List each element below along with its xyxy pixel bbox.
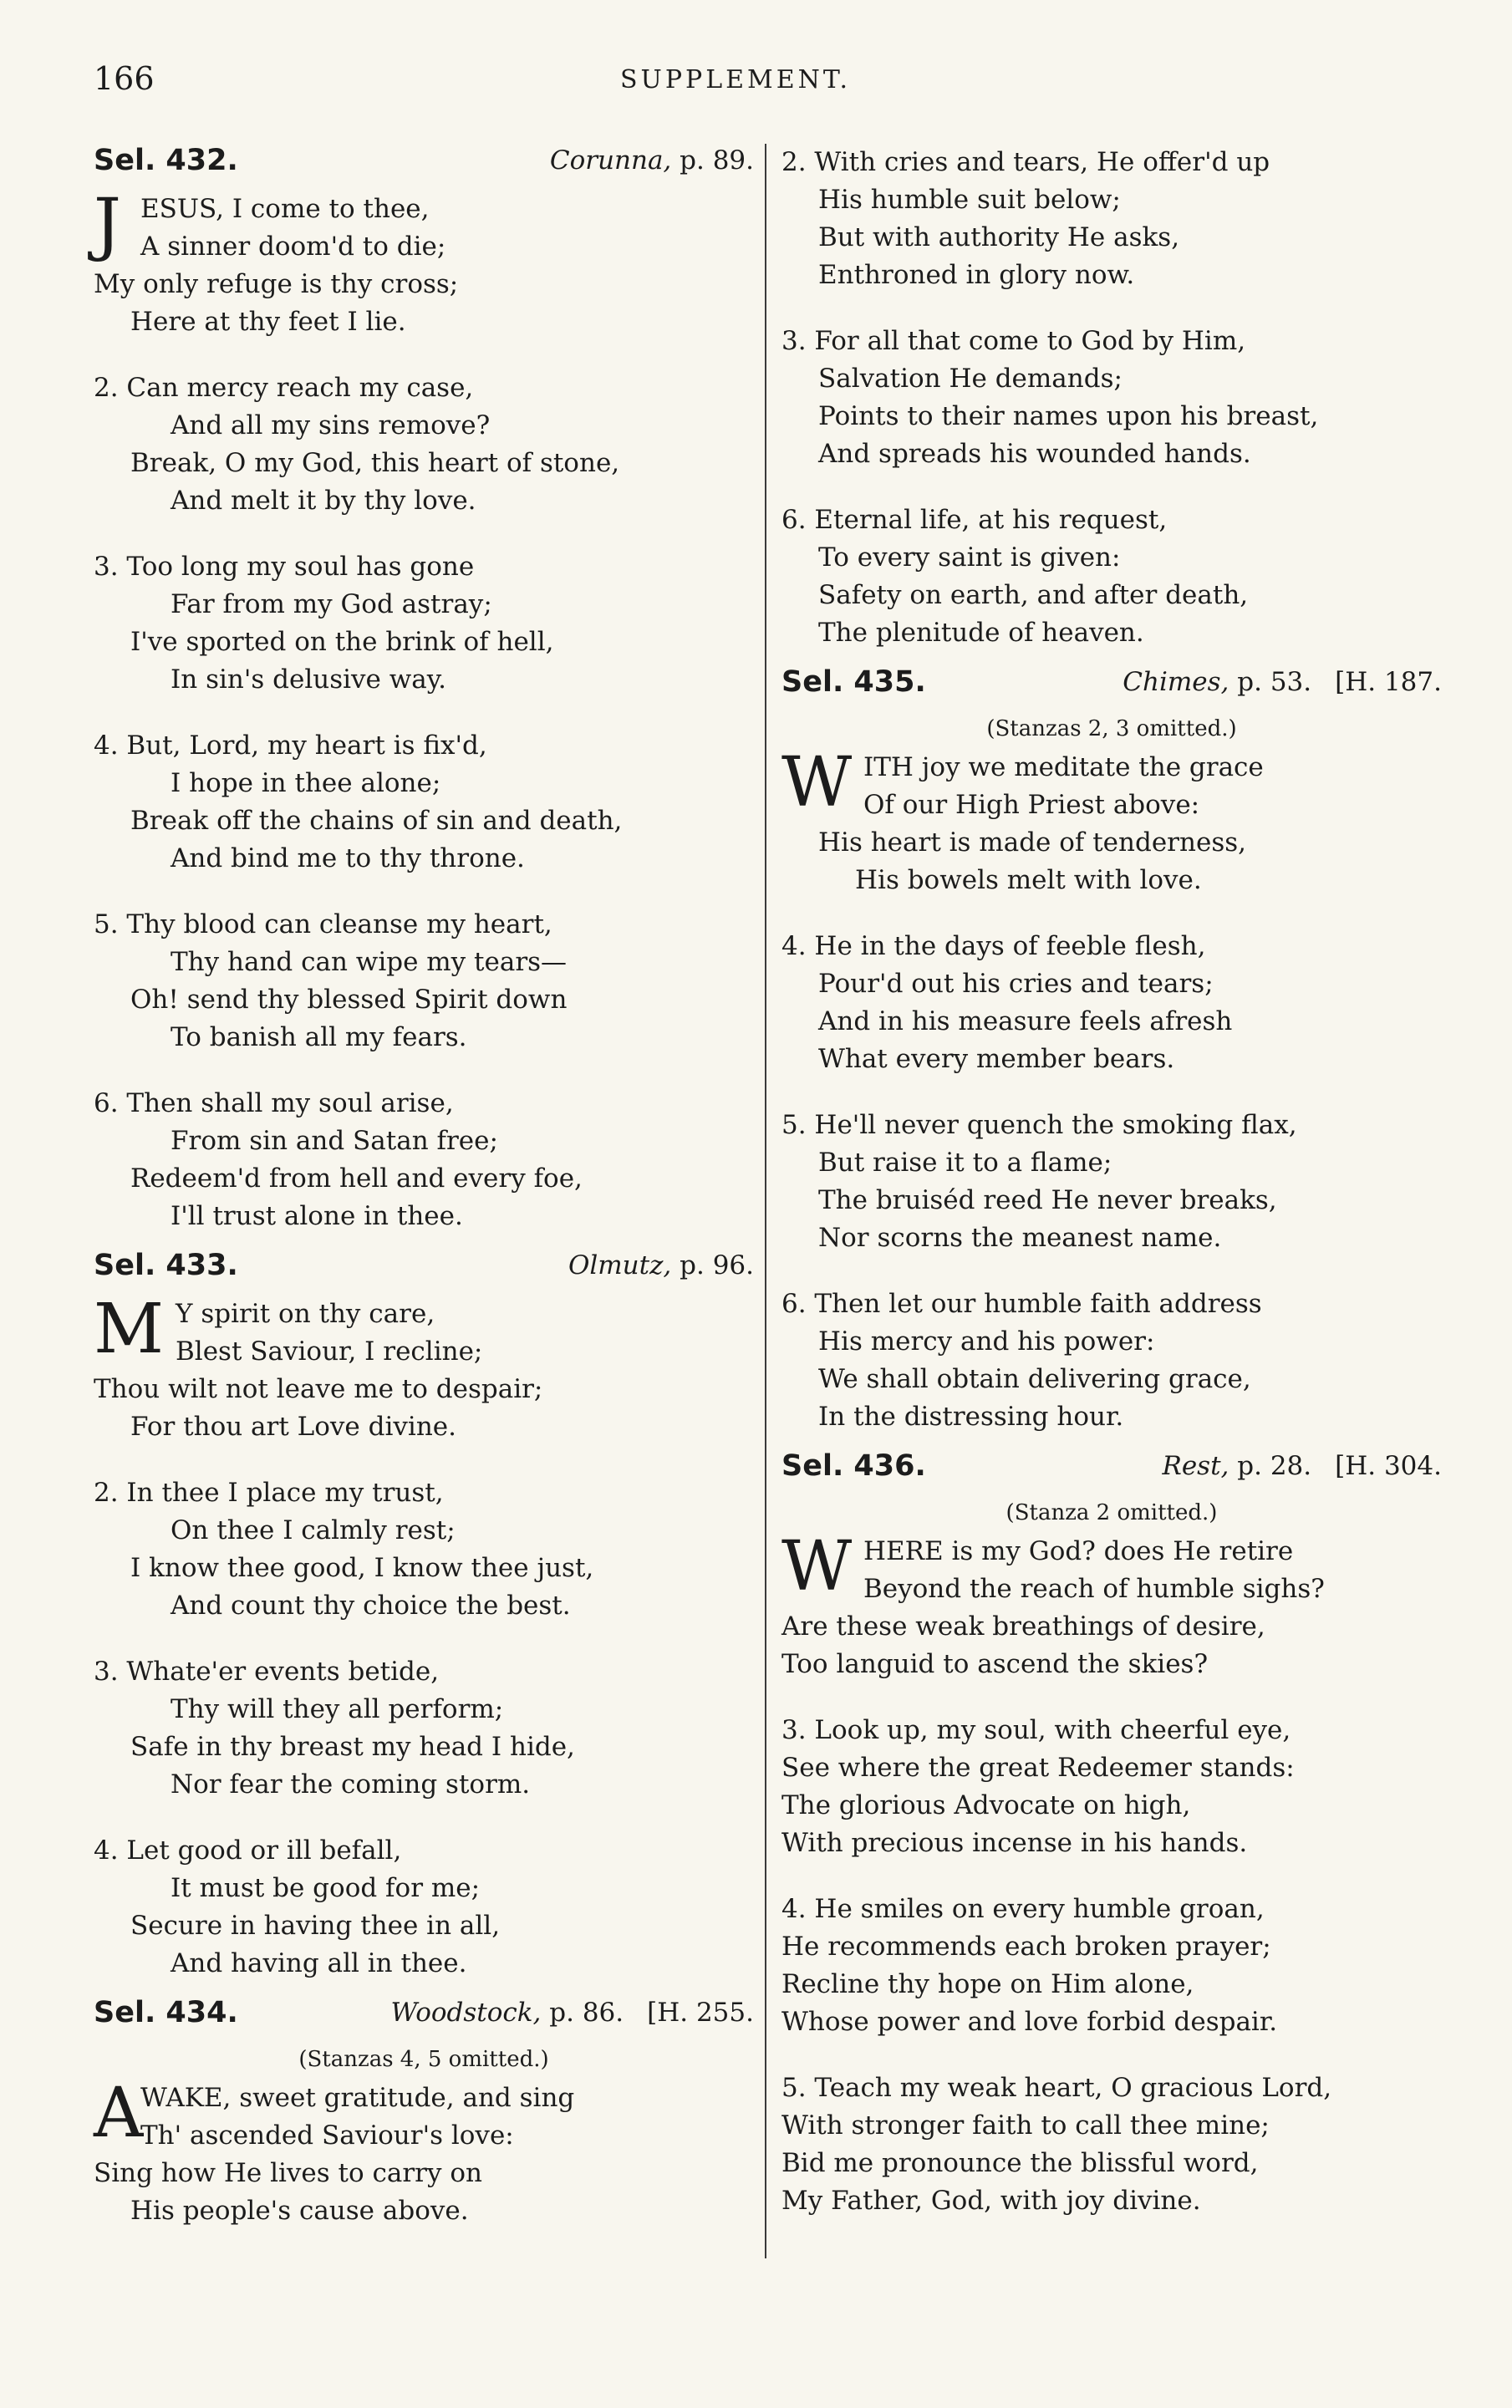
- verse-line: I'll trust alone in thee.: [171, 1201, 463, 1231]
- verse-line: Nor scorns the meanest name.: [818, 1223, 1222, 1253]
- verse-line: Of our High Priest above:: [863, 790, 1200, 820]
- verse-line: Blest Saviour, I recline;: [176, 1336, 483, 1367]
- verse-line: 4. But, Lord, my heart is fix'd,: [94, 731, 487, 761]
- stanza-5: [781, 1107, 1442, 1257]
- verse-line: 5. Thy blood can cleanse my heart,: [94, 909, 552, 939]
- tune-page: p. 86.: [549, 1998, 624, 2028]
- hymn-435: [781, 665, 1442, 1436]
- verse-line: See where the great Redeemer stands:: [781, 1753, 1295, 1783]
- verse-line: His bowels melt with love.: [855, 865, 1202, 895]
- verse-line: And in his measure feels afresh: [818, 1006, 1233, 1036]
- drop-cap: A: [94, 2074, 144, 2153]
- verse-line: With stronger faith to call thee mine;: [781, 2110, 1270, 2141]
- tune-name: Chimes,: [1123, 667, 1229, 697]
- verse-line: Safety on earth, and after death,: [818, 580, 1249, 610]
- verse-line: HERE is my God? does He retire: [863, 1536, 1294, 1566]
- verse-line: With precious incense in his hands.: [781, 1828, 1248, 1858]
- verse-line: 5. Teach my weak heart, O gracious Lord,: [781, 2073, 1332, 2103]
- verse-line: Y spirit on thy care,: [176, 1299, 435, 1329]
- tune-name: Woodstock,: [390, 1998, 542, 2028]
- stanza-6: [781, 501, 1442, 652]
- hymn-heading: [94, 1996, 754, 2043]
- hymn-number: Sel. 436.: [781, 1449, 926, 1483]
- hymn-number: Sel. 435.: [781, 665, 926, 699]
- verse-line: 6. Then shall my soul arise,: [94, 1088, 454, 1118]
- verse-line: On thee I calmly rest;: [171, 1515, 456, 1545]
- verse-line: ESUS, I come to thee,: [140, 194, 430, 224]
- verse-line: His people's cause above.: [130, 2196, 469, 2226]
- verse-line: To every saint is given:: [818, 542, 1121, 573]
- hymn-number: Sel. 433.: [94, 1249, 238, 1282]
- verse-line: Nor fear the coming storm.: [171, 1769, 531, 1800]
- verse-line: Enthroned in glory now.: [818, 260, 1135, 290]
- verse-line: Redeem'd from hell and every foe,: [130, 1163, 583, 1194]
- hymn-434: [94, 1996, 754, 2230]
- verse-line: Whose power and love forbid despair.: [781, 2007, 1278, 2037]
- verse-line: 4. He in the days of feeble flesh,: [781, 931, 1206, 961]
- stanza-1: [94, 1290, 754, 1446]
- verse-line: To banish all my fears.: [171, 1022, 467, 1052]
- verse-line: Bid me pronounce the blissful word,: [781, 2148, 1259, 2178]
- tune-page: p. 28.: [1237, 1451, 1312, 1481]
- hymn-436: [781, 1449, 1442, 2220]
- verse-line: 2. With cries and tears, He offer'd up: [781, 147, 1270, 177]
- running-head: SUPPLEMENT.: [620, 65, 852, 94]
- verse-line: What every member bears.: [818, 1044, 1175, 1074]
- drop-cap: M: [94, 1290, 164, 1369]
- column-divider: [765, 144, 766, 2258]
- verse-line: The glorious Advocate on high,: [781, 1790, 1191, 1820]
- stanza-2: [94, 369, 754, 520]
- verse-line: And count thy choice the best.: [171, 1591, 571, 1621]
- verse-line: Th' ascended Saviour's love:: [140, 2120, 514, 2151]
- stanza-6: [94, 1085, 754, 1235]
- verse-line: Beyond the reach of humble sighs?: [863, 1574, 1325, 1604]
- hymn-433: [94, 1249, 754, 1983]
- drop-cap: W: [781, 1527, 853, 1606]
- verse-line: And all my sins remove?: [171, 410, 491, 440]
- verse-line: It must be good for me;: [171, 1873, 481, 1903]
- verse-line: 3. Look up, my soul, with cheerful eye,: [781, 1715, 1291, 1745]
- verse-line: Are these weak breathings of desire,: [781, 1611, 1265, 1642]
- verse-line: Far from my God astray;: [171, 589, 492, 619]
- stanza-3: [94, 548, 754, 699]
- verse-line: The bruiséd reed He never breaks,: [818, 1185, 1277, 1215]
- verse-line: Salvation He demands;: [818, 364, 1123, 394]
- stanza-4: [94, 727, 754, 878]
- omission-note: (Stanza 2 omitted.): [1005, 1500, 1218, 1525]
- omission-note: (Stanzas 4, 5 omitted.): [298, 2047, 549, 2072]
- left-column: [94, 144, 754, 2258]
- verse-line: Thy hand can wipe my tears—: [171, 947, 568, 977]
- verse-line: Break off the chains of sin and death,: [130, 806, 623, 836]
- hymnal-reference: [H. 255.: [647, 1998, 754, 2028]
- tune-reference: [390, 1998, 754, 2028]
- verse-line: I've sported on the brink of hell,: [130, 627, 554, 657]
- stanza-2: [94, 1474, 754, 1625]
- stanza-1: [94, 185, 754, 341]
- verse-line: Here at thy feet I lie.: [130, 307, 406, 337]
- verse-line: Oh! send thy blessed Spirit down: [130, 985, 568, 1015]
- stanza-4: [781, 928, 1442, 1078]
- verse-line: Recline thy hope on Him alone,: [781, 1969, 1194, 1999]
- verse-line: 3. For all that come to God by Him,: [781, 326, 1246, 356]
- verse-line: 4. He smiles on every humble groan,: [781, 1894, 1265, 1924]
- verse-line: I know thee good, I know thee just,: [130, 1553, 594, 1583]
- tune-page: p. 96.: [680, 1250, 754, 1280]
- stanza-1: [94, 2074, 754, 2230]
- verse-line: I hope in thee alone;: [171, 768, 441, 798]
- verse-line: His humble suit below;: [818, 185, 1121, 215]
- stanza-1: [781, 1527, 1442, 1683]
- hymn-heading: [94, 144, 754, 191]
- hymnal-reference: [H. 187.: [1335, 667, 1442, 697]
- stanza-3: [781, 1712, 1442, 1862]
- verse-line: But raise it to a flame;: [818, 1148, 1112, 1178]
- verse-line: Secure in having thee in all,: [130, 1911, 501, 1941]
- verse-line: And spreads his wounded hands.: [818, 439, 1251, 469]
- stanza-5: [781, 2069, 1442, 2220]
- verse-line: My Father, God, with joy divine.: [781, 2186, 1201, 2216]
- verse-line: WAKE, sweet gratitude, and sing: [140, 2083, 575, 2113]
- verse-line: 2. In thee I place my trust,: [94, 1478, 444, 1508]
- stanza-3: [94, 1653, 754, 1804]
- verse-line: From sin and Satan free;: [171, 1126, 498, 1156]
- stanza-1: [781, 743, 1442, 899]
- stanza-4: [781, 1891, 1442, 2041]
- verse-line: But with authority He asks,: [818, 222, 1180, 252]
- verse-line: Thou wilt not leave me to despair;: [94, 1374, 543, 1404]
- tune-name: Olmutz,: [568, 1250, 672, 1280]
- tune-name: Corunna,: [549, 145, 672, 176]
- hymn-heading: [781, 665, 1442, 712]
- verse-line: 6. Eternal life, at his request,: [781, 505, 1168, 535]
- verse-line: Too languid to ascend the skies?: [781, 1649, 1209, 1679]
- verse-line: My only refuge is thy cross;: [94, 269, 459, 299]
- verse-line: We shall obtain delivering grace,: [818, 1364, 1251, 1394]
- drop-cap: W: [781, 743, 853, 822]
- hymn-432: [94, 144, 754, 1235]
- verse-line: Safe in thy breast my head I hide,: [130, 1732, 575, 1762]
- verse-line: Sing how He lives to carry on: [94, 2158, 482, 2188]
- tune-page: p. 89.: [680, 145, 754, 176]
- verse-line: 5. He'll never quench the smoking flax,: [781, 1110, 1297, 1140]
- verse-line: His heart is made of tenderness,: [818, 827, 1246, 858]
- stanza-3: [781, 323, 1442, 473]
- tune-page: p. 53.: [1237, 667, 1312, 697]
- hymnal-reference: [H. 304.: [1335, 1451, 1442, 1481]
- tune-reference: [568, 1250, 754, 1280]
- verse-line: ITH joy we meditate the grace: [863, 752, 1264, 782]
- verse-line: He recommends each broken prayer;: [781, 1932, 1271, 1962]
- verse-line: And bind me to thy throne.: [171, 843, 525, 873]
- hymn-number: Sel. 432.: [94, 144, 238, 177]
- hymn-heading: [781, 1449, 1442, 1496]
- hymn-heading: [94, 1249, 754, 1296]
- stanza-4: [94, 1832, 754, 1983]
- tune-reference: [550, 145, 754, 176]
- stanza-6: [781, 1285, 1442, 1436]
- verse-line: And having all in thee.: [171, 1948, 467, 1978]
- right-column: [781, 144, 1442, 2248]
- verse-line: 2. Can mercy reach my case,: [94, 373, 474, 403]
- verse-line: 4. Let good or ill befall,: [94, 1835, 402, 1866]
- verse-line: And melt it by thy love.: [171, 486, 476, 516]
- stanza-5: [94, 906, 754, 1056]
- omission-note: (Stanzas 2, 3 omitted.): [986, 716, 1237, 741]
- verse-line: In sin's delusive way.: [171, 664, 447, 695]
- drop-cap: J: [94, 185, 121, 264]
- verse-line: A sinner doom'd to die;: [140, 232, 446, 262]
- verse-line: 3. Too long my soul has gone: [94, 552, 475, 582]
- verse-line: For thou art Love divine.: [130, 1412, 456, 1442]
- verse-line: 3. Whate'er events betide,: [94, 1657, 440, 1687]
- page-header: [0, 60, 1512, 110]
- verse-line: Break, O my God, this heart of stone,: [130, 448, 620, 478]
- stanza-2: [781, 144, 1442, 294]
- verse-line: Pour'd out his cries and tears;: [818, 969, 1214, 999]
- verse-line: Points to their names upon his breast,: [818, 401, 1319, 431]
- verse-line: His mercy and his power:: [818, 1326, 1155, 1357]
- hymn-434-continued: [781, 144, 1442, 652]
- tune-reference: [1162, 1451, 1442, 1481]
- verse-line: Thy will they all perform;: [171, 1694, 504, 1724]
- hymn-number: Sel. 434.: [94, 1996, 238, 2029]
- verse-line: 6. Then let our humble faith address: [781, 1289, 1262, 1319]
- verse-line: In the distressing hour.: [818, 1402, 1124, 1432]
- tune-reference: [1123, 667, 1442, 697]
- verse-line: The plenitude of heaven.: [818, 618, 1144, 648]
- tune-name: Rest,: [1162, 1451, 1229, 1481]
- page-number: 166: [94, 60, 155, 97]
